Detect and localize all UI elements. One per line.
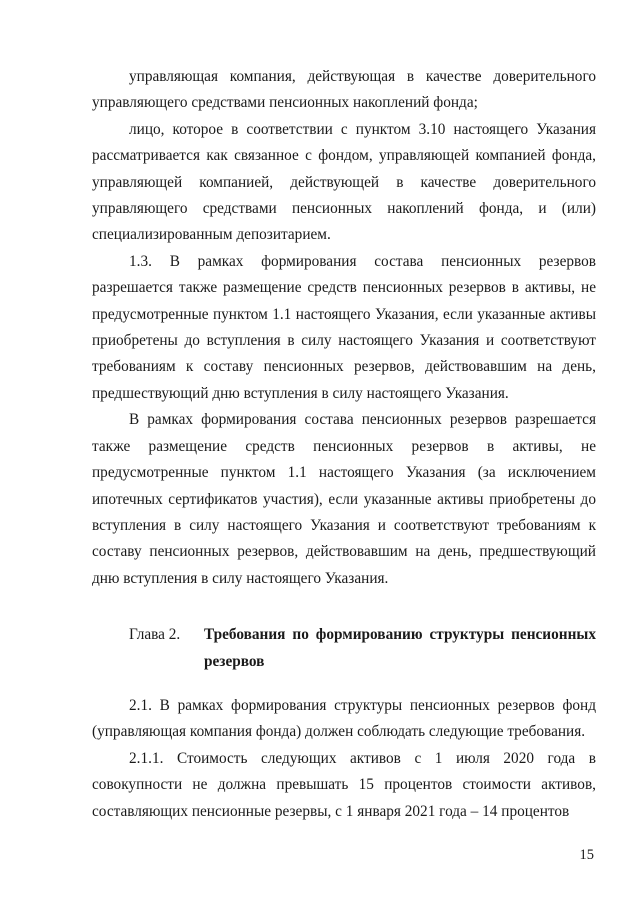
paragraph: 2.1. В рамках формирования структуры пенсионных резервов фонд (управляющая компания фонда) должен соблюдать следующие требования. [92,697,596,741]
paragraph: лицо, которое в соответствии с пунктом 3.10 настоящего Указания рассматривается как связанное с фондом, управляющей компанией фонда, управляющей компанией, действующей в качестве доверительного управляющего средствами пенсионных накоплений фонда, и (или) специализированным депозитарием. [92,120,596,244]
paragraph: 2.1.1. Стоимость следующих активов с 1 июля 2020 года в совокупности не должна превышать 15 процентов стоимости активов, составляющих пенсионные резервы, с 1 января 2021 года – 14 процентов [92,749,596,820]
paragraph: 1.3. В рамках формирования состава пенсионных резервов разрешается также размещение средств пенсионных резервов в активы, не предусмотренные пунктом 1.1 настоящего Указания, если указанные активы приобретены до вступления в силу настоящего Указания и соответствуют требованиям к составу пенсионных резервов, действовавшим на день, предшествующий дню вступления в силу настоящего Указания. [92,252,596,402]
chapter-label: Глава 2. [129,626,181,643]
page-number: 15 [579,847,594,863]
body-text-bottom [92,693,596,825]
paragraph: В рамках формирования состава пенсионных резервов разрешается также размещение средств пенсионных резервов в активы, не предусмотренные пунктом 1.1 настоящего Указания (за исключением ипотечных сертификатов участия), если указанные активы приобретены до вступления в силу настоящего Указания и соответствуют требованиям к составу пенсионных резервов, действовавшим на день, предшествующий дню вступления в силу настоящего Указания. [92,411,596,587]
body-text-top [92,64,596,592]
chapter-title: Требования по формированию структуры пенсионных резервов [204,626,596,670]
paragraph: управляющая компания, действующая в качестве доверительного управляющего средствами пенсионных накоплений фонда; [92,68,596,112]
